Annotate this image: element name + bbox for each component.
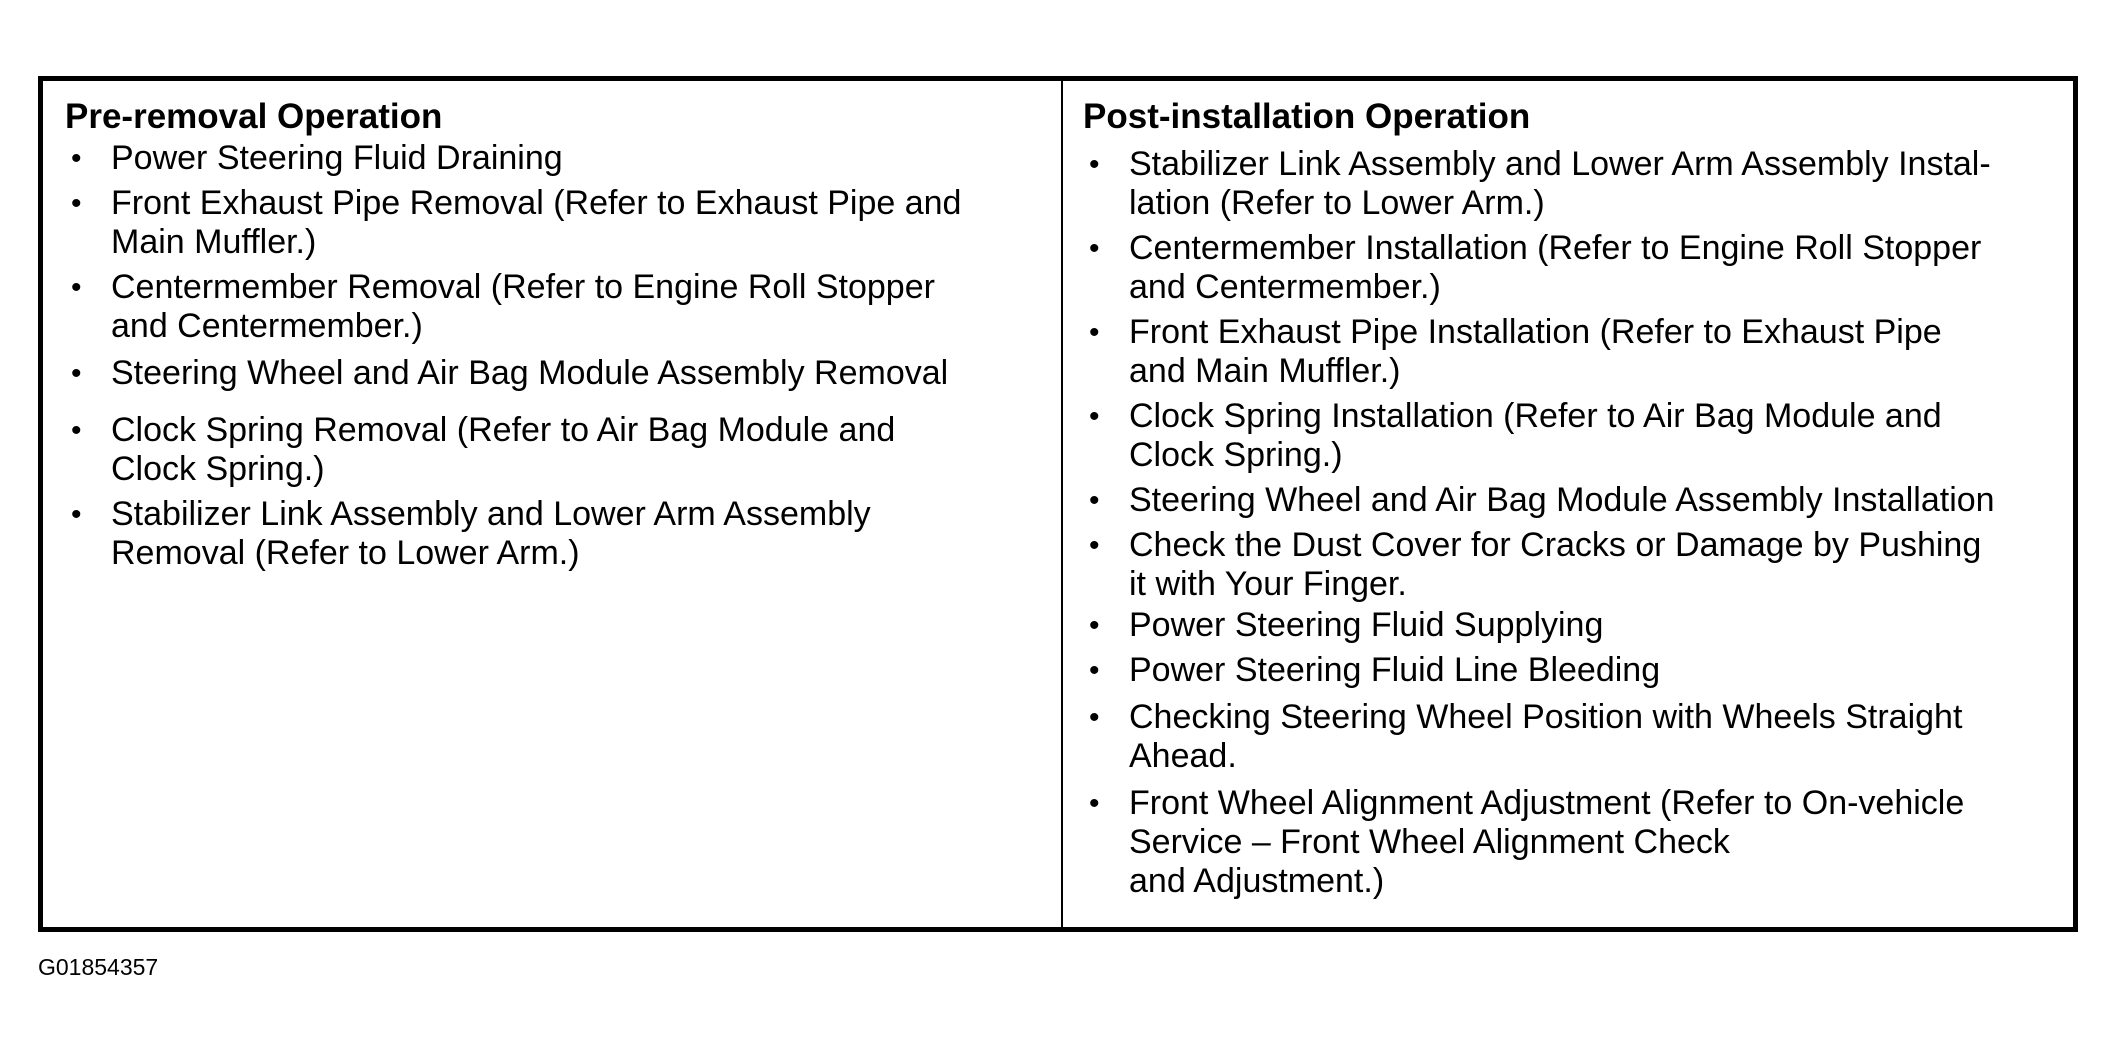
figure-id: G01854357 — [38, 954, 159, 980]
post-installation-heading: Post-installation Operation — [1083, 97, 1531, 136]
list-item: • Power Steering Fluid Draining — [71, 139, 563, 177]
bullet-icon: • — [1089, 701, 1100, 734]
list-item: • Centermember Removal (Refer to Engine Roll Stopper and Centermember.) — [71, 268, 935, 345]
list-item: • Power Steering Fluid Supplying — [1089, 606, 1604, 644]
bullet-icon: • — [1089, 484, 1100, 517]
post-installation-column — [1063, 81, 2073, 927]
pre-removal-heading: Pre-removal Operation — [65, 97, 443, 136]
list-item: • Check the Dust Cover for Cracks or Damage by Pushing it with Your Finger. — [1089, 526, 1982, 603]
bullet-icon: • — [1089, 654, 1100, 687]
pre-removal-column — [43, 81, 1063, 927]
list-item: • Stabilizer Link Assembly and Lower Arm Assembly Instal- lation (Refer to Lower Arm.) — [1089, 145, 1991, 222]
bullet-icon: • — [71, 357, 82, 390]
list-item: • Steering Wheel and Air Bag Module Assembly Removal — [71, 354, 949, 392]
bullet-icon: • — [1089, 787, 1100, 820]
bullet-icon: • — [1089, 529, 1100, 562]
bullet-icon: • — [1089, 609, 1100, 642]
bullet-icon: • — [1089, 232, 1100, 265]
bullet-icon: • — [1089, 400, 1100, 433]
list-item: • Front Exhaust Pipe Removal (Refer to Exhaust Pipe and Main Muffler.) — [71, 184, 962, 261]
post-installation-list — [1083, 145, 2053, 901]
bullet-icon: • — [71, 498, 82, 531]
list-item: • Clock Spring Installation (Refer to Air Bag Module and Clock Spring.) — [1089, 397, 1942, 474]
pre-removal-list — [65, 139, 1041, 573]
list-item: • Front Wheel Alignment Adjustment (Refer to On-vehicle Service – Front Wheel Alignment Check and Adjustment.) — [1089, 784, 1965, 900]
list-item: • Power Steering Fluid Line Bleeding — [1089, 651, 1661, 689]
bullet-icon: • — [71, 142, 82, 175]
bullet-icon: • — [1089, 316, 1100, 349]
operations-table — [38, 76, 2078, 932]
bullet-icon: • — [71, 271, 82, 304]
list-item: • Centermember Installation (Refer to Engine Roll Stopper and Centermember.) — [1089, 229, 1982, 306]
list-item: • Steering Wheel and Air Bag Module Assembly Installation — [1089, 481, 1995, 519]
list-item: • Front Exhaust Pipe Installation (Refer to Exhaust Pipe and Main Muffler.) — [1089, 313, 1942, 390]
list-item: • Stabilizer Link Assembly and Lower Arm Assembly Removal (Refer to Lower Arm.) — [71, 495, 871, 572]
bullet-icon: • — [1089, 148, 1100, 181]
list-item: • Clock Spring Removal (Refer to Air Bag Module and Clock Spring.) — [71, 411, 896, 488]
bullet-icon: • — [71, 187, 82, 220]
bullet-icon: • — [71, 414, 82, 447]
list-item: • Checking Steering Wheel Position with Wheels Straight Ahead. — [1089, 698, 1963, 775]
